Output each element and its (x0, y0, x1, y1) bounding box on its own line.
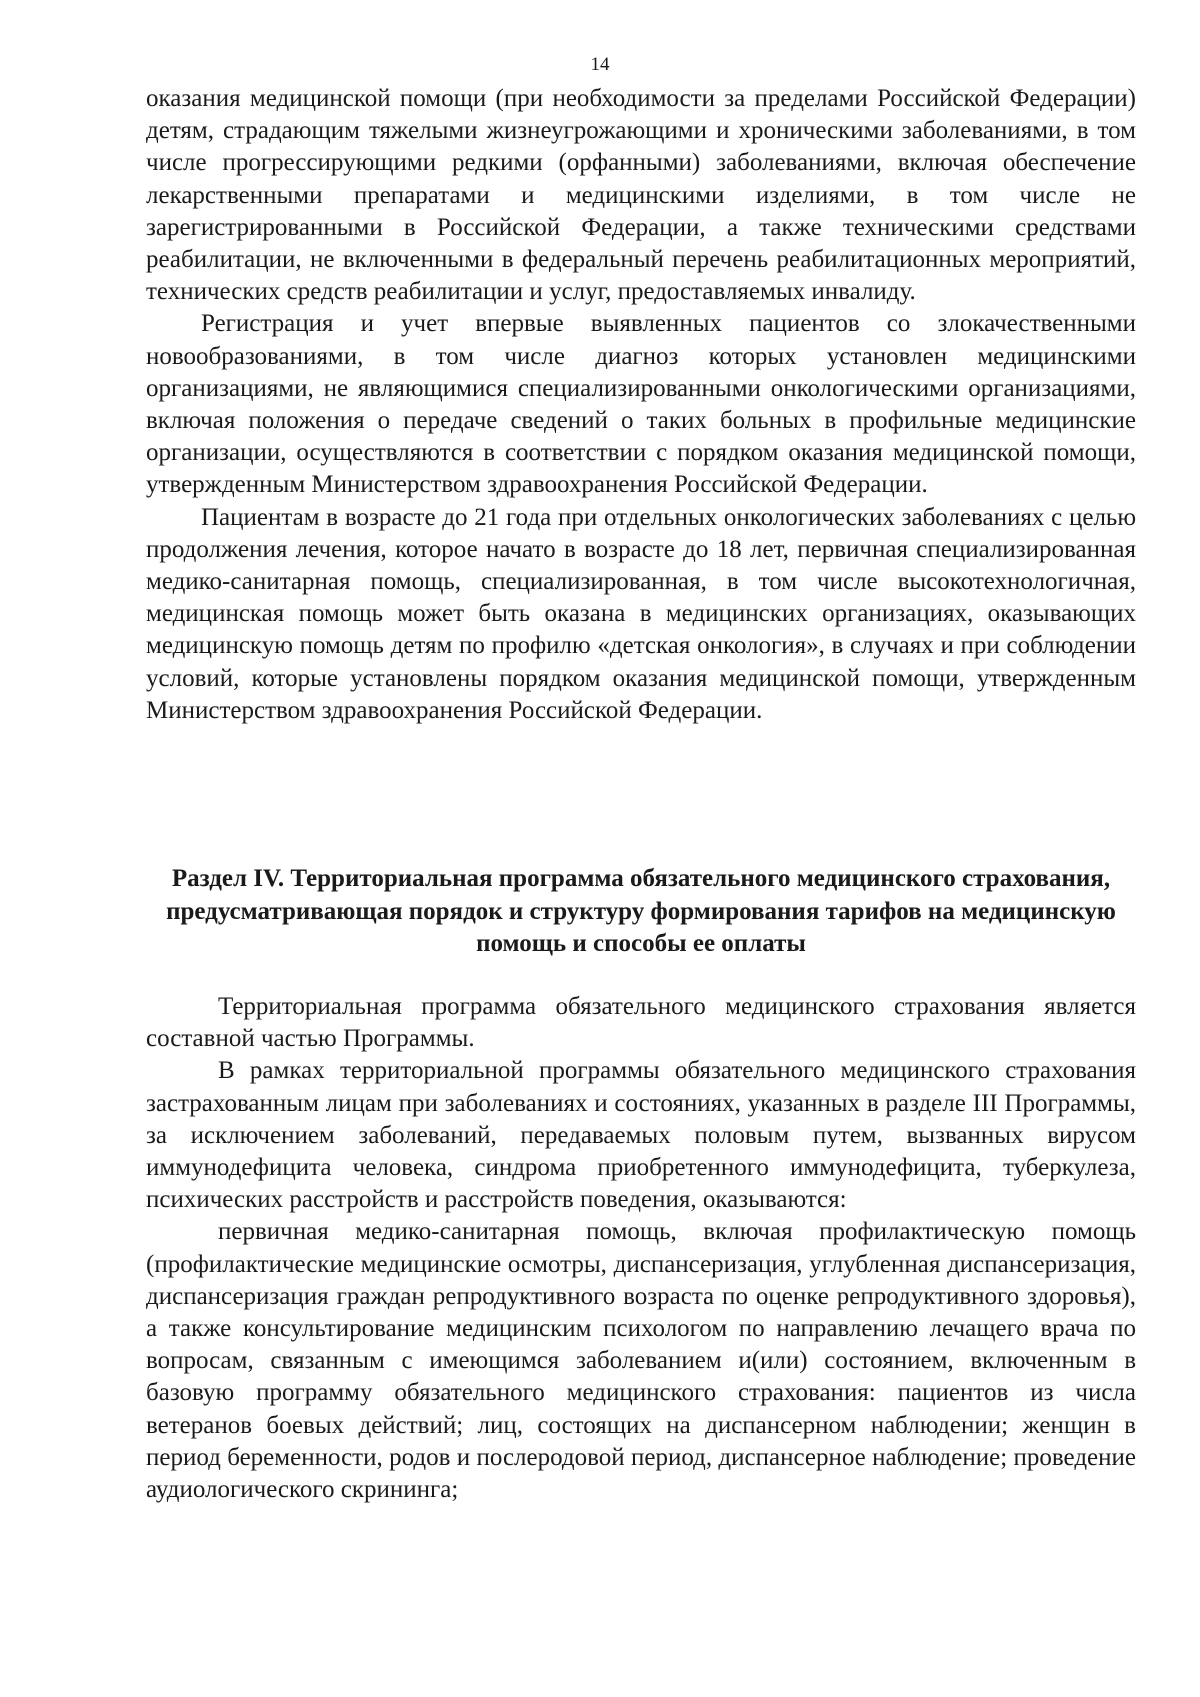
paragraph: В рамках территориальной программы обязательного медицинского страхования застрахованным лицам при заболеваниях и состояниях, указанных в разделе III Программы, за исключением заболеваний, передаваемых половым путем, вызванных вирусом иммунодефицита человека, синдрома приобретенного иммунодефицита, туберкулеза, психических расстройств и расстройств поведения, оказываются: (146, 1057, 1136, 1214)
paragraph: первичная медико-санитарная помощь, включая профилактическую помощь (профилактические медицинские осмотры, диспансеризация, углубленная диспансеризация, диспансеризация граждан репродуктивного возраста по оценке репродуктивного здоровья), а также консультирование медицинским психологом по направлению лечащего врача по вопросам, связанным с имеющимся заболеванием и(или) состоянием, включенным в базовую программу обязательного медицинского страхования: пациентов из числа ветеранов боевых действий; лиц, состоящих на диспансерном наблюдении; женщин в период беременности, родов и послеродовой период, диспансерное наблюдение; проведение аудиологического скрининга; (146, 1218, 1136, 1504)
paragraph: Пациентам в возрасте до 21 года при отдельных онкологических заболеваниях с целью продолжения лечения, которое начато в возрасте до 18 лет, первичная специализированная медико-санитарная помощь, специализированная, в том числе высокотехнологичная, медицинская помощь может быть оказана в медицинских организациях, оказывающих медицинскую помощь детям по профилю «детская онкология», в случаях и при соблюдении условий, которые установлены порядком оказания медицинской помощи, утвержденным Министерством здравоохранения Российской Федерации. (146, 503, 1136, 724)
paragraph: Регистрация и учет впервые выявленных пациентов со злокачественными новообразованиями, в том числе диагноз которых установлен медицинскими организациями, не являющимися специализированными онкологическими организациями, включая положения о передаче сведений о таких больных в профильные медицинские организации, осуществляются в соответствии с порядком оказания медицинской помощи, утвержденным Министерством здравоохранения Российской Федерации. (146, 310, 1136, 499)
paragraph: Территориальная программа обязательного медицинского страхования является составной частью Программы. (146, 993, 1136, 1053)
section-heading: Раздел IV. Территориальная программа обязательного медицинского страхования, предусматривающая порядок и структуру формирования тарифов на медицинскую помощь и способы ее оплаты (166, 865, 1116, 957)
text-block-part1 (146, 83, 1136, 727)
text-block-part2 (146, 991, 1136, 1506)
page-number: 14 (590, 54, 610, 75)
paragraph: оказания медицинской помощи (при необходимости за пределами Российской Федерации) детям, страдающим тяжелыми жизнеугрожающими и хроническими заболеваниями, в том числе прогрессирующими редкими (орфанными) заболеваниями, включая обеспечение лекарственными препаратами и медицинскими изделиями, в том числе не зарегистрированными в Российской Федерации, а также техническими средствами реабилитации, не включенными в федеральный перечень реабилитационных мероприятий, технических средств реабилитации и услуг, предоставляемых инвалиду. (146, 85, 1136, 306)
